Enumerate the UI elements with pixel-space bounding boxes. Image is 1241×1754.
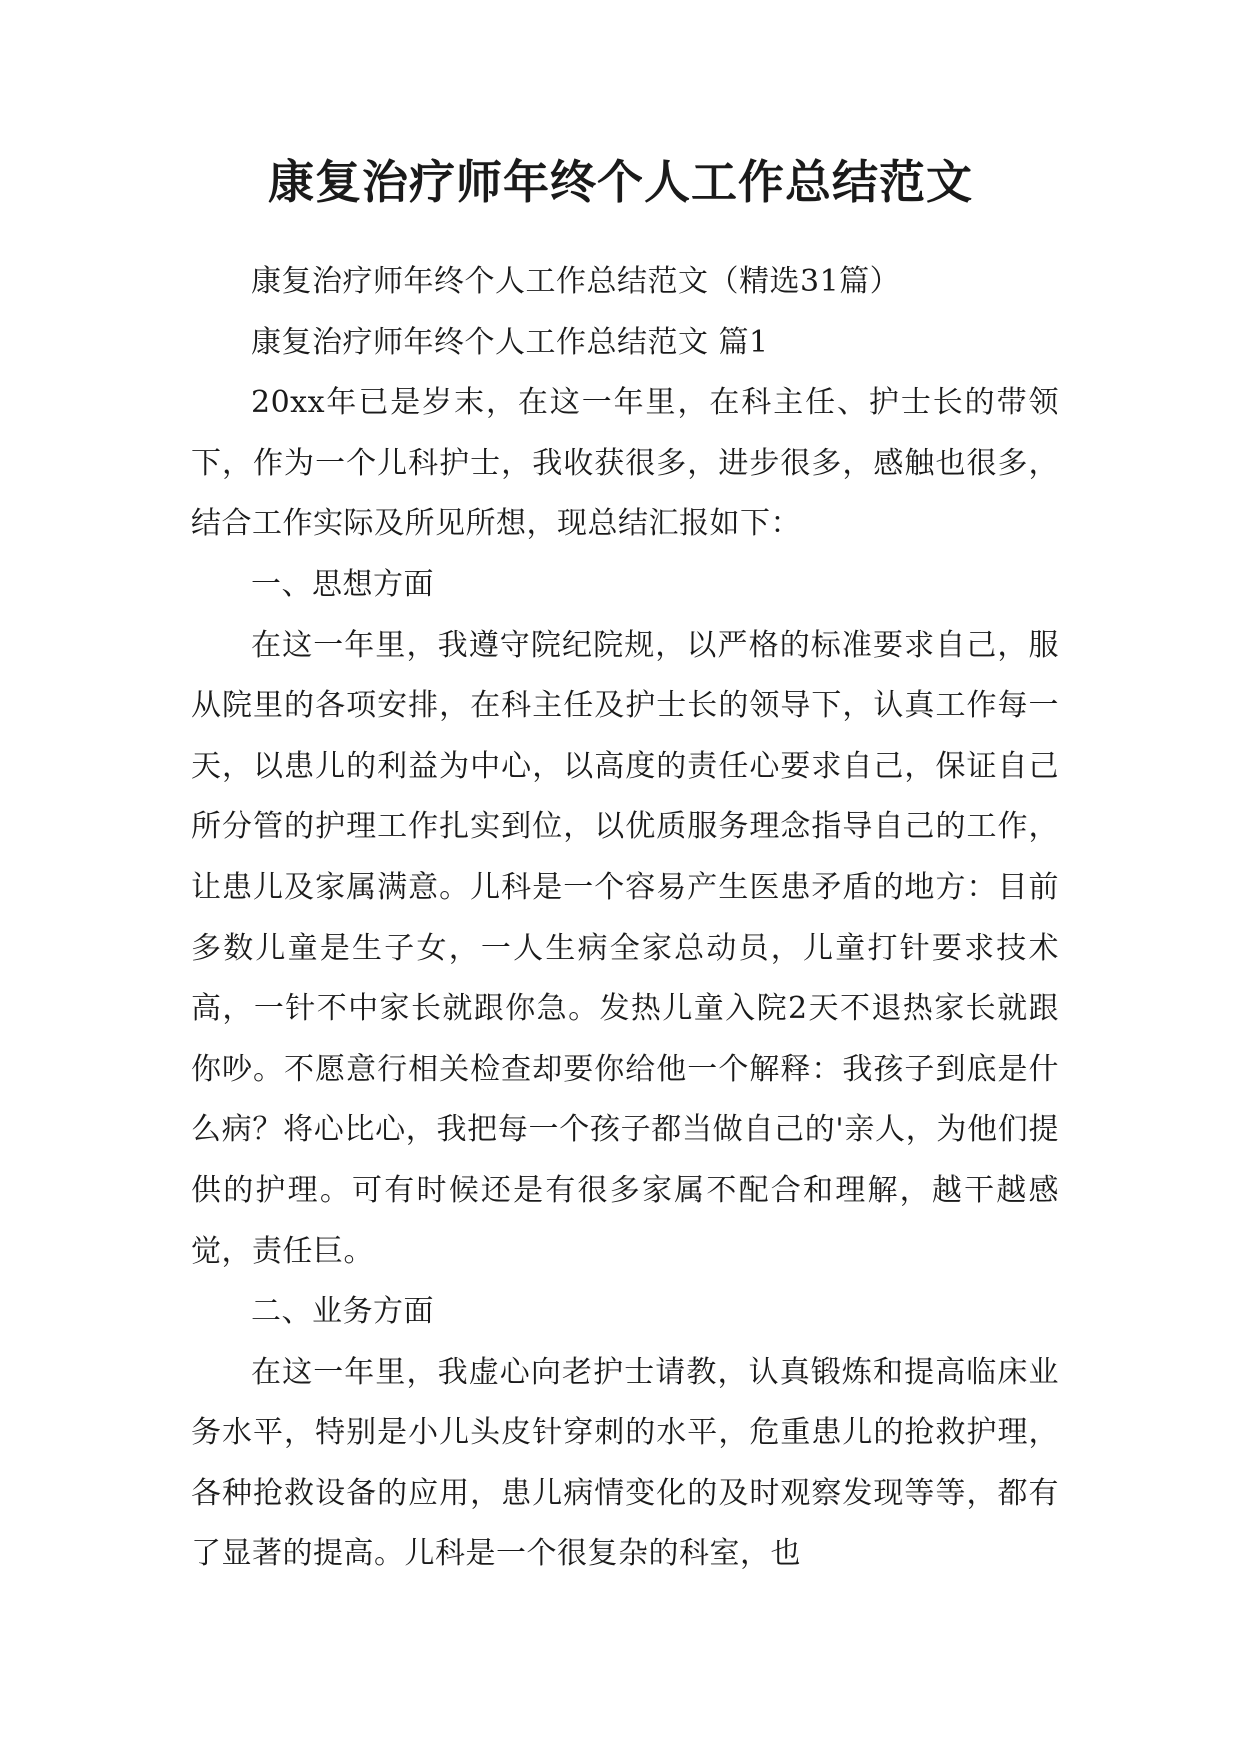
subtitle-paragraph: 康复治疗师年终个人工作总结范文（精选31篇） bbox=[251, 264, 901, 299]
heading-business: 二、业务方面 bbox=[251, 1294, 434, 1330]
section-heading-paragraph: 康复治疗师年终个人工作总结范文 篇1 bbox=[251, 324, 769, 360]
heading-ideology: 一、思想方面 bbox=[251, 566, 434, 602]
document-body bbox=[191, 252, 1059, 1585]
intro-paragraph: 20xx年已是岁末，在这一年里，在科主任、护士长的带领下，作为一个儿科护士，我收获很多，进步很多，感触也很多，结合工作实际及所见所想，现总结汇报如下： bbox=[191, 385, 1059, 542]
ideology-paragraph: 在这一年里，我遵守院纪院规，以严格的标准要求自己，服从院里的各项安排，在科主任及护士长的领导下，认真工作每一天，以患儿的利益为中心，以高度的责任心要求自己，保证自己所分管的护理工作扎实到位，以优质服务理念指导自己的工作，让患儿及家属满意。儿科是一个容易产生医患矛盾的地方：目前多数儿童是生子女，一人生病全家总动员，儿童打针要求技术高，一针不中家长就跟你急。发热儿童入院2天不退热家长就跟你吵。不愿意行相关检查却要你给他一个解释：我孩子到底是什么病？将心比心，我把每一个孩子都当做自己的'亲人，为他们提供的护理。可有时候还是有很多家属不配合和理解，越干越感觉，责任巨。 bbox=[191, 627, 1059, 1269]
business-paragraph: 在这一年里，我虚心向老护士请教，认真锻炼和提高临床业务水平，特别是小儿头皮针穿刺的水平，危重患儿的抢救护理，各种抢救设备的应用，患儿病情变化的及时观察发现等等，都有了显著的提高。儿科是一个很复杂的科室，也 bbox=[191, 1354, 1059, 1572]
document-title: 康复治疗师年终个人工作总结范文 bbox=[268, 155, 973, 209]
